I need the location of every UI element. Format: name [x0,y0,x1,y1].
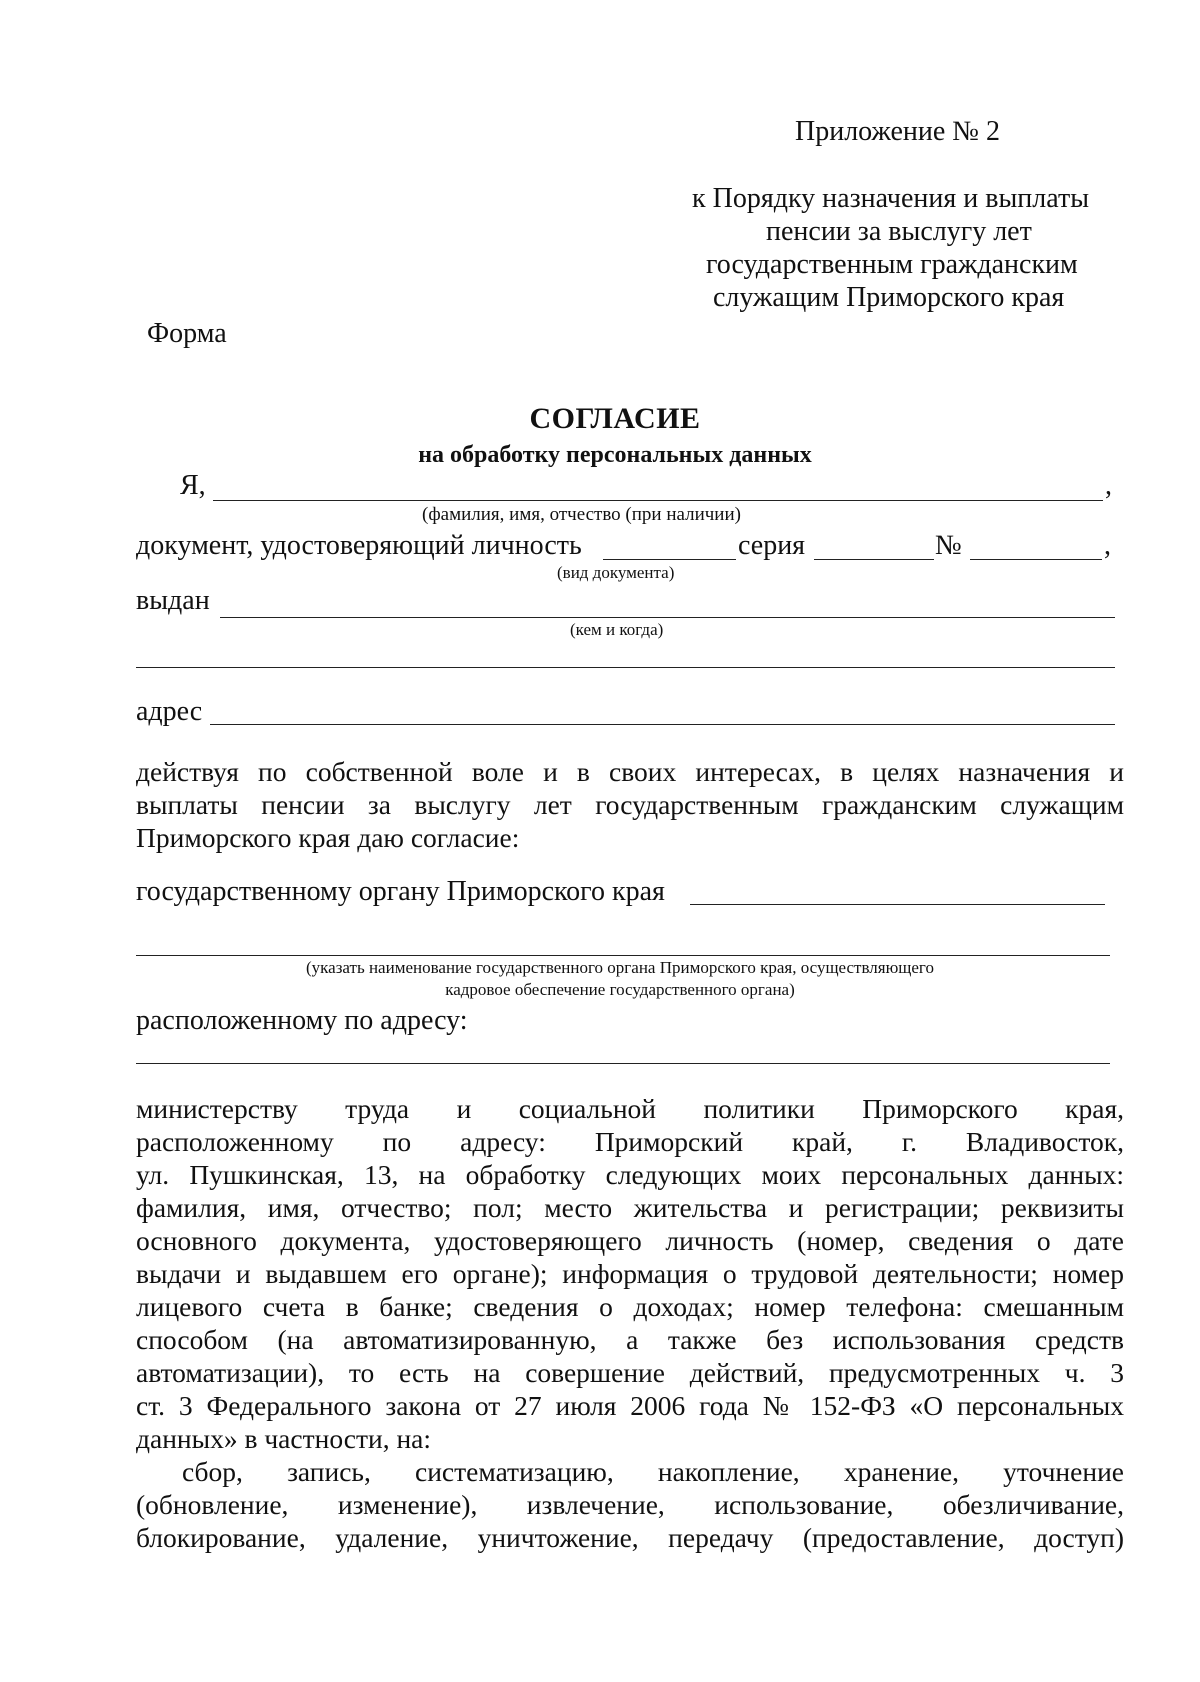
gov-body-continuation-line[interactable] [136,955,1110,956]
ministry-line: ст. 3 Федерального закона от 27 июля 2006 года № 152-ФЗ «О персональных [136,1390,1124,1421]
ministry-paragraph [136,1092,1124,1455]
ministry-line: способом (на автоматизированную, а также без использования средств [136,1324,1124,1355]
ministry-line: автоматизации), то есть на совершение действий, предусмотренных ч. 3 [136,1357,1124,1388]
document-subtitle: на обработку персональных данных [418,442,812,468]
ministry-line: лицевого счета в банке; сведения о доходах; номер телефона: смешанным [136,1291,1124,1322]
appendix-reference-line-1: к Порядку назначения и выплаты [692,183,1090,214]
fio-caption: (фамилия, имя, отчество (при наличии) [422,504,741,525]
series-label: серия [738,530,806,561]
actions-line: (обновление, изменение), извлечение, использование, обезличивание, [136,1489,1124,1520]
actions-paragraph [136,1455,1124,1554]
number-input-line[interactable] [970,559,1102,560]
located-address-input-line[interactable] [136,1063,1110,1064]
ministry-line: расположенному по адресу: Приморский край, г. Владивосток, [136,1126,1124,1157]
ministry-line: ул. Пушкинская, 13, на обработку следующих моих персональных данных: [136,1159,1124,1190]
fio-input-line[interactable] [213,500,1103,501]
gov-body-caption-line-1: (указать наименование государственного органа Приморского края, осуществляющего [306,958,934,977]
appendix-reference-line-2: пенсии за выслугу лет [766,216,1032,247]
issued-input-line[interactable] [220,617,1115,618]
intro-line-2: выплаты пенсии за выслугу лет государственным гражданским служащим [136,789,1124,820]
document-label: документ, удостоверяющий личность [136,530,582,561]
appendix-reference-line-3: государственным гражданским [706,249,1078,280]
document-trailing-comma: , [1104,530,1111,561]
actions-line: блокирование, удаление, уничтожение, передачу (предоставление, доступ) [136,1522,1124,1553]
document-type-input-line[interactable] [603,559,736,560]
address-label: адрес [136,696,203,727]
appendix-reference-line-4: служащим Приморского края [713,282,1065,313]
issued-continuation-line[interactable] [136,667,1115,668]
issued-caption: (кем и когда) [570,620,664,639]
series-input-line[interactable] [814,559,934,560]
address-input-line[interactable] [210,724,1115,725]
actions-line: сбор, запись, систематизацию, накопление, хранение, уточнение [182,1456,1124,1487]
number-label: № [935,530,962,561]
gov-body-input-line[interactable] [690,904,1105,905]
issued-label: выдан [136,585,210,616]
ya-label: Я, [180,470,206,501]
document-title: СОГЛАСИЕ [529,402,701,435]
located-label: расположенному по адресу: [136,1005,468,1036]
document-type-caption: (вид документа) [557,563,675,582]
form-label: Форма [147,318,227,349]
gov-body-caption-line-2: кадровое обеспечение государственного органа) [445,980,795,999]
ministry-line: выдачи и выдавшем его органе); информация о трудовой деятельности; номер [136,1258,1124,1289]
intro-line-3: Приморского края даю согласие: [136,822,520,853]
ministry-line: министерству труда и социальной политики Приморского края, [136,1093,1124,1124]
fio-trailing-comma: , [1105,470,1112,501]
appendix-number: Приложение № 2 [795,116,1000,147]
ministry-line: данных» в частности, на: [136,1423,432,1454]
gov-body-label: государственному органу Приморского края [136,876,665,907]
consent-intro-paragraph [136,755,1124,854]
ministry-line: основного документа, удостоверяющего личность (номер, сведения о дате [136,1225,1124,1256]
ministry-line: фамилия, имя, отчество; пол; место жительства и регистрации; реквизиты [136,1192,1124,1223]
intro-line-1: действуя по собственной воле и в своих интересах, в целях назначения и [136,756,1124,787]
